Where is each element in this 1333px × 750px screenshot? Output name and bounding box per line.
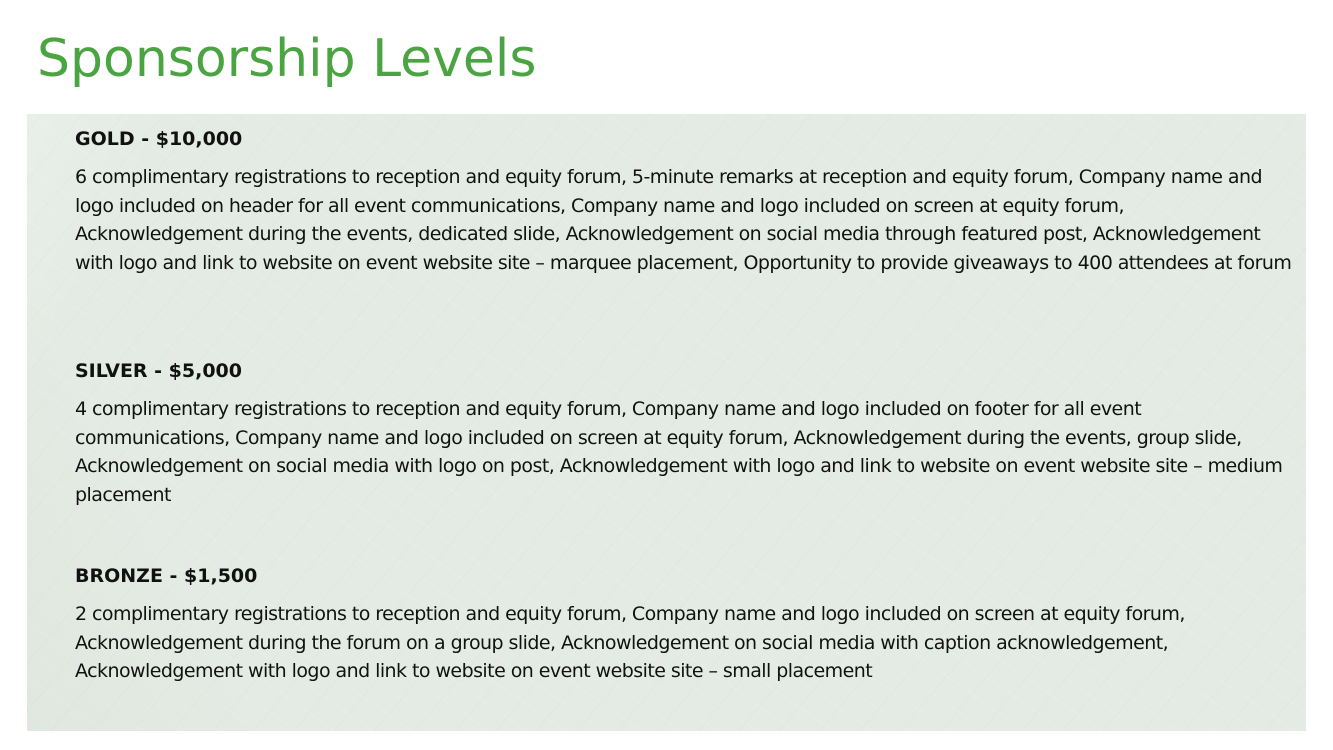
tier-silver	[75, 356, 1295, 509]
tier-bronze-heading: BRONZE - $1,500	[75, 565, 258, 587]
tier-gold-description: 6 complimentary registrations to reception and equity forum, 5-minute remarks at reception and equity forum, Company name and logo included on header for all event communications, Company name and logo included on screen at equity forum, Acknowledgement during the events, dedicated slide, Acknowledgement on social media through featured post, Acknowledgement with logo and link to website on event website site – marquee placement, Opportunity to provide giveaways to 400 attendees at forum	[75, 166, 1292, 274]
page-title: Sponsorship Levels	[37, 29, 537, 89]
sponsorship-levels-panel	[27, 114, 1306, 731]
tier-gold	[75, 124, 1295, 277]
tier-gold-heading: GOLD - $10,000	[75, 128, 243, 150]
tier-bronze	[75, 561, 1295, 686]
tier-silver-description: 4 complimentary registrations to reception and equity forum, Company name and logo included on footer for all event communications, Company name and logo included on screen at equity forum, Acknowledgement during the events, group slide, Acknowledgement on social media with logo on post, Acknowledgement with logo and link to website on event website site – medium placement	[75, 398, 1283, 506]
tier-bronze-description: 2 complimentary registrations to reception and equity forum, Company name and logo included on screen at equity forum, Acknowledgement during the forum on a group slide, Acknowledgement on social media with caption acknowledgement, Acknowledgement with logo and link to website on event website site – small placement	[75, 603, 1185, 682]
tier-silver-heading: SILVER - $5,000	[75, 360, 242, 382]
